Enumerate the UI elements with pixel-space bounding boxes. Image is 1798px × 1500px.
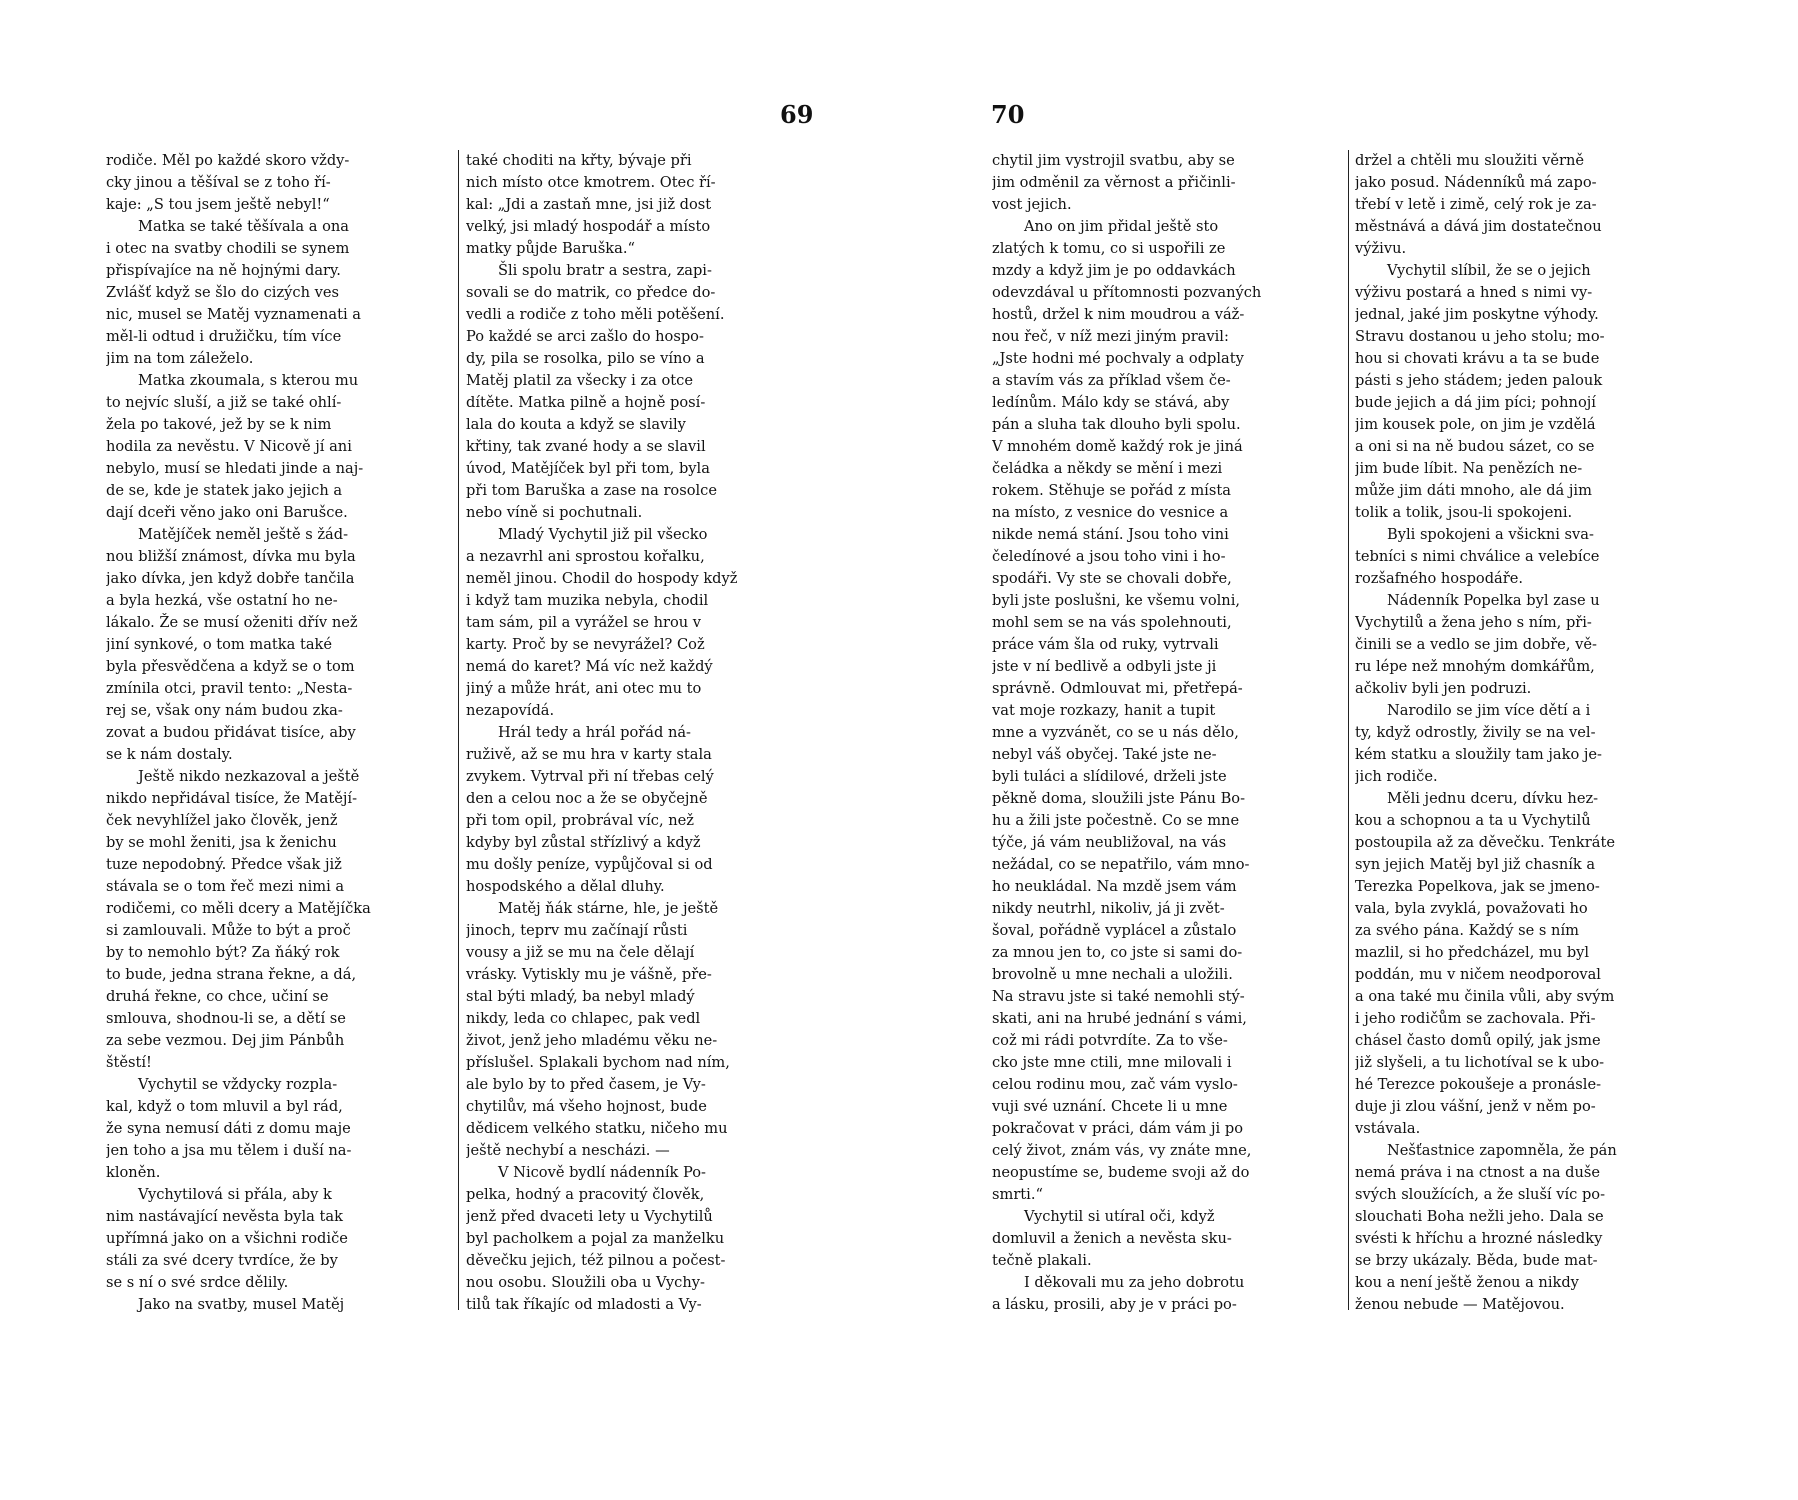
text-line: nou osobu. Sloužili oba u Vychy-	[466, 1274, 705, 1291]
text-line: smlouva, shodnou-li se, a dětí se	[106, 1010, 346, 1027]
text-line: měl-li odtud i družičku, tím více	[106, 328, 342, 345]
text-line: sovali se do matrik, co předce do-	[466, 284, 716, 301]
text-line: dají dceři věno jako oni Barušce.	[106, 504, 348, 521]
text-line: rozšafného hospodáře.	[1355, 570, 1523, 587]
text-line: celý život, znám vás, vy znáte mne,	[992, 1142, 1252, 1159]
text-line: odevzdával u přítomnosti pozvaných	[992, 284, 1262, 301]
text-line: tilů tak říkajíc od mladosti a Vy-	[466, 1296, 702, 1313]
text-line: ale bylo by to před časem, je Vy-	[466, 1076, 706, 1093]
text-line: vstávala.	[1355, 1120, 1421, 1137]
text-line: jinoch, teprv mu začínají růsti	[466, 922, 688, 939]
text-line: ačkoliv byli jen podruzi.	[1355, 680, 1532, 697]
text-line: kém statku a sloužily tam jako je-	[1355, 746, 1602, 763]
text-line: městnává a dává jim dostatečnou	[1355, 218, 1602, 235]
text-line: Vychytilů a žena jeho s ním, při-	[1355, 614, 1592, 631]
text-line: se brzy ukázaly. Běda, bude mat-	[1355, 1252, 1598, 1269]
text-line: vala, byla zvyklá, považovati ho	[1355, 900, 1588, 917]
text-line: nezapovídá.	[466, 702, 555, 719]
text-line: rodiče. Měl po každé skoro vždy-	[106, 152, 350, 169]
text-line: mazlil, si ho předcházel, mu byl	[1355, 944, 1590, 961]
text-line: hé Terezce pokoušeje a pronásle-	[1355, 1076, 1602, 1093]
text-line: nebo víně si pochutnali.	[466, 504, 643, 521]
text-line: život, jenž jeho mladému věku ne-	[466, 1032, 718, 1049]
text-line: nikdy, leda co chlapec, pak vedl	[466, 1010, 701, 1027]
text-line: za mnou jen to, co jste si sami do-	[992, 944, 1243, 961]
text-line: duje ji zlou vášní, jenž v něm po-	[1355, 1098, 1596, 1115]
text-line: ženou nebude — Matějovou.	[1355, 1296, 1565, 1313]
text-line: štěstí!	[106, 1054, 152, 1071]
text-line: byli jste poslušni, ke všemu volni,	[992, 592, 1241, 609]
text-line: jim bude líbit. Na penězích ne-	[1355, 460, 1583, 477]
text-line: pelka, hodný a pracovitý člověk,	[466, 1186, 705, 1203]
text-line: úvod, Matějíček byl při tom, byla	[466, 460, 710, 477]
text-line: cko jste mne ctili, mne milovali i	[992, 1054, 1232, 1071]
text-line: a byla hezká, vše ostatní ho ne-	[106, 592, 338, 609]
text-line: rokem. Stěhuje se pořád z místa	[992, 482, 1231, 499]
text-line: nemá do karet? Má víc než každý	[466, 658, 713, 675]
text-line: Vychytil se vždycky rozpla-	[138, 1076, 338, 1093]
text-line: den a celou noc a že se obyčejně	[466, 790, 708, 807]
text-line: vousy a již se mu na čele dělají	[466, 944, 695, 961]
text-line: nich místo otce kmotrem. Otec ří-	[466, 174, 716, 191]
text-line: pokračovat v práci, dám vám ji po	[992, 1120, 1243, 1137]
text-line: i když tam muzika nebyla, chodil	[466, 592, 709, 609]
text-line: kou a není ještě ženou a nikdy	[1355, 1274, 1579, 1291]
text-line: druhá řekne, co chce, učiní se	[106, 988, 329, 1005]
text-line: za sebe vezmou. Dej jim Pánbůh	[106, 1032, 345, 1049]
text-line: Vychytil si utíral oči, když	[1024, 1208, 1215, 1225]
text-line: tuze nepodobný. Předce však již	[106, 856, 342, 873]
text-line: nemá práva i na ctnost a na duše	[1355, 1164, 1601, 1181]
text-line: jednal, jaké jim poskytne výhody.	[1355, 306, 1599, 323]
text-line: jako dívka, jen když dobře tančila	[106, 570, 355, 587]
text-line: a nezavrhl ani sprostou kořalku,	[466, 548, 705, 565]
text-line: Narodilo se jim více dětí a i	[1387, 702, 1591, 719]
text-line: třebí v letě i zimě, celý rok je za-	[1355, 196, 1597, 213]
text-line: i jeho rodičům se zachovala. Při-	[1355, 1010, 1596, 1027]
text-line: což mi rádi potvrdíte. Za to vše-	[992, 1032, 1228, 1049]
text-line: a lásku, prosili, aby je v práci po-	[992, 1296, 1237, 1313]
text-line: lala do kouta a když se slavily	[466, 416, 686, 433]
text-line: by to nemohlo být? Za ňáký rok	[106, 944, 340, 961]
text-line: jiný a může hrát, ani otec mu to	[466, 680, 702, 697]
text-line: kal, když o tom mluvil a byl rád,	[106, 1098, 343, 1115]
text-line: brovolně u mne nechali a uložili.	[992, 966, 1233, 983]
text-line: výživu.	[1355, 240, 1407, 257]
text-line: že syna nemusí dáti z domu maje	[106, 1120, 351, 1137]
column-rule	[458, 150, 459, 1310]
text-line: stáli za své dcery tvrdíce, že by	[106, 1252, 338, 1269]
text-line: slouchati Boha nežli jeho. Dala se	[1355, 1208, 1604, 1225]
text-line: stal býti mladý, ba nebyl mladý	[466, 988, 695, 1005]
text-line: ledínům. Málo kdy se stává, aby	[992, 394, 1230, 411]
text-line: Zvlášť když se šlo do cizých ves	[106, 284, 339, 301]
text-line: postoupila až za děvečku. Tenkráte	[1355, 834, 1615, 851]
text-line: by se mohl ženiti, jsa k ženichu	[106, 834, 337, 851]
text-line: za svého pána. Každý se s ním	[1355, 922, 1579, 939]
text-line: již slyšeli, a tu lichotíval se k ubo-	[1355, 1054, 1605, 1071]
text-line: skati, ani na hrubé jednání s vámi,	[992, 1010, 1247, 1027]
text-line: de se, kde je statek jako jejich a	[106, 482, 343, 499]
text-line: držel a chtěli mu sloužiti věrně	[1355, 152, 1584, 169]
page-number-left: 69	[780, 100, 814, 129]
text-line: vrásky. Vytiskly mu je vášně, pře-	[466, 966, 712, 983]
text-line: ty, když odrostly, živily se na vel-	[1355, 724, 1596, 741]
text-line: mzdy a když jim je po oddavkách	[992, 262, 1236, 279]
text-line: příslušel. Splakali bychom nad ním,	[466, 1054, 730, 1071]
text-line: celou rodinu mou, zač vám vyslo-	[992, 1076, 1238, 1093]
text-line: zmínila otci, pravil tento: „Nesta-	[106, 680, 353, 697]
text-line: tečně plakali.	[992, 1252, 1092, 1269]
text-line: matky půjde Baruška.“	[466, 240, 635, 257]
text-line: čeládka a někdy se mění i mezi	[992, 460, 1223, 477]
text-line: Nádenník Popelka byl zase u	[1387, 592, 1600, 609]
text-line: nebyl váš obyčej. Také jste ne-	[992, 746, 1217, 763]
text-line: Stravu dostanou u jeho stolu; mo-	[1355, 328, 1605, 345]
text-column	[106, 150, 448, 1316]
text-line: Vychytil slíbil, že se o jejich	[1387, 262, 1591, 279]
text-line: velký, jsi mladý hospodář a místo	[466, 218, 711, 235]
text-line: lákalo. Že se musí oženiti dřív než	[106, 614, 358, 631]
text-line: byla přesvědčena a když se o tom	[106, 658, 355, 675]
text-line: mu došly peníze, vypůjčoval si od	[466, 856, 713, 873]
text-line: kloněn.	[106, 1164, 161, 1181]
text-line: jen toho a jsa mu tělem i duší na-	[106, 1142, 352, 1159]
text-line: Byli spokojeni a všickni sva-	[1387, 526, 1594, 543]
text-line: Ano on jim přidal ještě sto	[1024, 218, 1219, 235]
text-line: šoval, pořádně vyplácel a zůstalo	[992, 922, 1237, 939]
text-line: hou si chovati krávu a ta se bude	[1355, 350, 1600, 367]
text-line: Matějíček neměl ještě s žád-	[138, 526, 349, 543]
text-line: Matěj ňák stárne, hle, je ještě	[498, 900, 719, 917]
text-line: to bude, jedna strana řekne, a dá,	[106, 966, 357, 983]
text-line: svésti k hříchu a hrozné následky	[1355, 1230, 1603, 1247]
text-column	[1355, 150, 1703, 1316]
text-line: jim odměnil za věrnost a přičinli-	[992, 174, 1236, 191]
text-line: cky jinou a těšíval se z toho ří-	[106, 174, 331, 191]
text-line: Na stravu jste si také nemohli stý-	[992, 988, 1245, 1005]
text-line: si zamlouvali. Může to být a proč	[106, 922, 351, 939]
text-line: hospodského a dělal dluhy.	[466, 878, 665, 895]
text-line: také choditi na křty, bývaje při	[466, 152, 692, 169]
text-line: pásti s jeho stádem; jeden palouk	[1355, 372, 1603, 389]
text-line: Nešťastnice zapomněla, že pán	[1387, 1142, 1617, 1159]
text-line: smrti.“	[992, 1186, 1043, 1203]
text-line: rodičemi, co měli dcery a Matějíčka	[106, 900, 371, 917]
text-line: může jim dáti mnoho, ale dá jim	[1355, 482, 1592, 499]
text-line: kal: „Jdi a zastaň mne, jsi již dost	[466, 196, 712, 213]
text-line: kdyby byl zůstal střízlivý a když	[466, 834, 701, 851]
text-line: nim nastávající nevěsta byla tak	[106, 1208, 343, 1225]
text-line: jste v ní bedlivě a odbyli jste ji	[992, 658, 1217, 675]
text-line: Jako na svatby, musel Matěj	[138, 1296, 345, 1313]
text-line: Matěj platil za všecky i za otce	[466, 372, 693, 389]
text-line: zovat a budou přidávat tisíce, aby	[106, 724, 356, 741]
text-line: vost jejich.	[992, 196, 1072, 213]
text-line: při tom opil, probrával víc, než	[466, 812, 694, 829]
text-line: to nejvíc sluší, a již se také ohlí-	[106, 394, 342, 411]
text-line: „Jste hodni mé pochvaly a odplaty	[992, 350, 1244, 367]
text-line: chytilův, má všeho hojnost, bude	[466, 1098, 707, 1115]
text-line: vedli a rodiče z toho měli potěšení.	[466, 306, 725, 323]
text-line: výživu postará a hned s nimi vy-	[1355, 284, 1593, 301]
text-line: dědicem velkého statku, ničeho mu	[466, 1120, 728, 1137]
text-line: Terezka Popelkova, jak se jmeno-	[1355, 878, 1600, 895]
text-line: a stavím vás za příklad všem če-	[992, 372, 1231, 389]
text-line: práce vám šla od ruky, vytrvali	[992, 636, 1219, 653]
text-line: a oni si na ně budou sázet, co se	[1355, 438, 1595, 455]
text-line: Po každé se arci zašlo do hospo-	[466, 328, 704, 345]
text-line: mne a vyzvánět, co se u nás dělo,	[992, 724, 1239, 741]
text-line: Mladý Vychytil již pil všecko	[498, 526, 708, 543]
text-line: nežádal, co se nepatřilo, vám mno-	[992, 856, 1250, 873]
text-line: poddán, mu v ničem neodporoval	[1355, 966, 1601, 983]
text-line: pán a sluha tak dlouho byli spolu.	[992, 416, 1241, 433]
text-line: Hrál tedy a hrál pořád ná-	[498, 724, 691, 741]
text-line: zvykem. Vytrval při ní třebas celý	[466, 768, 714, 785]
text-line: nikdy neutrhl, nikoliv, já ji zvět-	[992, 900, 1225, 917]
text-line: jim na tom záleželo.	[106, 350, 254, 367]
text-line: hostů, držel k nim moudrou a váž-	[992, 306, 1245, 323]
text-line: se k nám dostaly.	[106, 746, 233, 763]
text-line: tolik a tolik, jsou-li spokojeni.	[1355, 504, 1573, 521]
text-line: neměl jinou. Chodil do hospody když	[466, 570, 738, 587]
text-line: mohl sem se na vás spolehnouti,	[992, 614, 1232, 631]
text-line: Ještě nikdo nezkazoval a ještě	[138, 768, 360, 785]
text-line: vuji své uznání. Chcete li u mne	[992, 1098, 1228, 1115]
text-line: křtiny, tak zvané hody a se slavil	[466, 438, 706, 455]
text-line: i otec na svatby chodili se synem	[106, 240, 350, 257]
text-line: kou a schopnou a ta u Vychytilů	[1355, 812, 1591, 829]
text-line: ho neukládal. Na mzdě jsem vám	[992, 878, 1237, 895]
text-line: dítěte. Matka pilně a hojně posí-	[466, 394, 706, 411]
text-line: byli tuláci a slídilové, drželi jste	[992, 768, 1227, 785]
text-line: kaje: „S tou jsem ještě nebyl!“	[106, 196, 330, 213]
text-line: syn jejich Matěj byl již chasník a	[1355, 856, 1596, 873]
page-number-right: 70	[991, 100, 1025, 129]
text-line: tebníci s nimi chválice a velebíce	[1355, 548, 1600, 565]
text-line: Vychytilová si přála, aby k	[138, 1186, 332, 1203]
text-line: ček nevyhlížel jako člověk, jenž	[106, 812, 338, 829]
text-line: čeledínové a jsou toho vini i ho-	[992, 548, 1226, 565]
text-line: rej se, však ony nám budou zka-	[106, 702, 343, 719]
text-line: týče, já vám neubližoval, na vás	[992, 834, 1227, 851]
text-line: svých sloužících, a že sluší víc po-	[1355, 1186, 1606, 1203]
text-column	[466, 150, 812, 1316]
text-line: neopustíme se, budeme svoji až do	[992, 1164, 1250, 1181]
text-line: správně. Odmlouvat mi, přetřepá-	[992, 680, 1243, 697]
text-line: V Nicově bydlí nádenník Po-	[498, 1164, 706, 1181]
text-line: byl pacholkem a pojal za manželku	[466, 1230, 725, 1247]
text-line: vat moje rozkazy, hanit a tupit	[992, 702, 1216, 719]
text-line: nikdo nepřidával tisíce, že Matějí-	[106, 790, 358, 807]
text-line: I děkovali mu za jeho dobrotu	[1024, 1274, 1245, 1291]
text-line: činili se a vedlo se jim dobře, vě-	[1355, 636, 1597, 653]
text-line: hodila za nevěstu. V Nicově jí ani	[106, 438, 352, 455]
text-line: nou řeč, v níž mezi jiným pravil:	[992, 328, 1229, 345]
text-line: stávala se o tom řeč mezi nimi a	[106, 878, 345, 895]
text-line: jim kousek pole, on jim je vzdělá	[1355, 416, 1596, 433]
text-line: se s ní o své srdce dělily.	[106, 1274, 289, 1291]
text-line: děvečku jejich, též pilnou a počest-	[466, 1252, 726, 1269]
text-line: tam sám, pil a vyrážel se hrou v	[466, 614, 702, 631]
text-line: jich rodiče.	[1355, 768, 1438, 785]
text-line: pěkně doma, sloužili jste Pánu Bo-	[992, 790, 1246, 807]
text-line: karty. Proč by se nevyrážel? Což	[466, 636, 705, 653]
text-line: Šli spolu bratr a sestra, zapi-	[498, 262, 712, 279]
text-line: nic, musel se Matěj vyznamenati a	[106, 306, 361, 323]
text-line: ru lépe než mnohým domkářům,	[1355, 658, 1595, 675]
text-line: domluvil a ženich a nevěsta sku-	[992, 1230, 1232, 1247]
text-line: bude jejich a dá jim píci; pohnojí	[1355, 394, 1596, 411]
text-line: Matka se také těšívala a ona	[138, 218, 349, 235]
text-line: V mnohém domě každý rok je jiná	[992, 438, 1243, 455]
text-line: při tom Baruška a zase na rosolce	[466, 482, 717, 499]
text-line: přispívajíce na ně hojnými dary.	[106, 262, 341, 279]
text-line: Matka zkoumala, s kterou mu	[138, 372, 359, 389]
text-line: hu a žili jste počestně. Co se mne	[992, 812, 1240, 829]
text-line: chásel často domů opilý, jak jsme	[1355, 1032, 1601, 1049]
text-line: nou bližší známost, dívka mu byla	[106, 548, 356, 565]
text-line: jako posud. Nádenníků má zapo-	[1355, 174, 1597, 191]
text-line: a ona také mu činila vůli, aby svým	[1355, 988, 1615, 1005]
text-line: jenž před dvaceti lety u Vychytilů	[466, 1208, 713, 1225]
text-line: nikde nemá stání. Jsou toho vini	[992, 526, 1229, 543]
text-column	[992, 150, 1340, 1316]
text-line: ještě nechybí a nescházi. —	[466, 1142, 670, 1159]
text-line: nebylo, musí se hledati jinde a naj-	[106, 460, 364, 477]
text-line: žela po takové, jež by se k nim	[106, 416, 332, 433]
text-line: na místo, z vesnice do vesnice a	[992, 504, 1229, 521]
text-line: dy, pila se rosolka, pilo se víno a	[466, 350, 705, 367]
text-line: ruživě, až se mu hra v karty stala	[466, 746, 712, 763]
text-line: Měli jednu dceru, dívku hez-	[1387, 790, 1599, 807]
column-rule	[1348, 150, 1349, 1310]
text-line: spodáři. Vy ste se chovali dobře,	[992, 570, 1232, 587]
text-line: zlatých k tomu, co si uspořili ze	[992, 240, 1226, 257]
text-line: upřímná jako on a všichni rodiče	[106, 1230, 348, 1247]
text-line: chytil jim vystrojil svatbu, aby se	[992, 152, 1235, 169]
text-line: jiní synkové, o tom matka také	[106, 636, 333, 653]
